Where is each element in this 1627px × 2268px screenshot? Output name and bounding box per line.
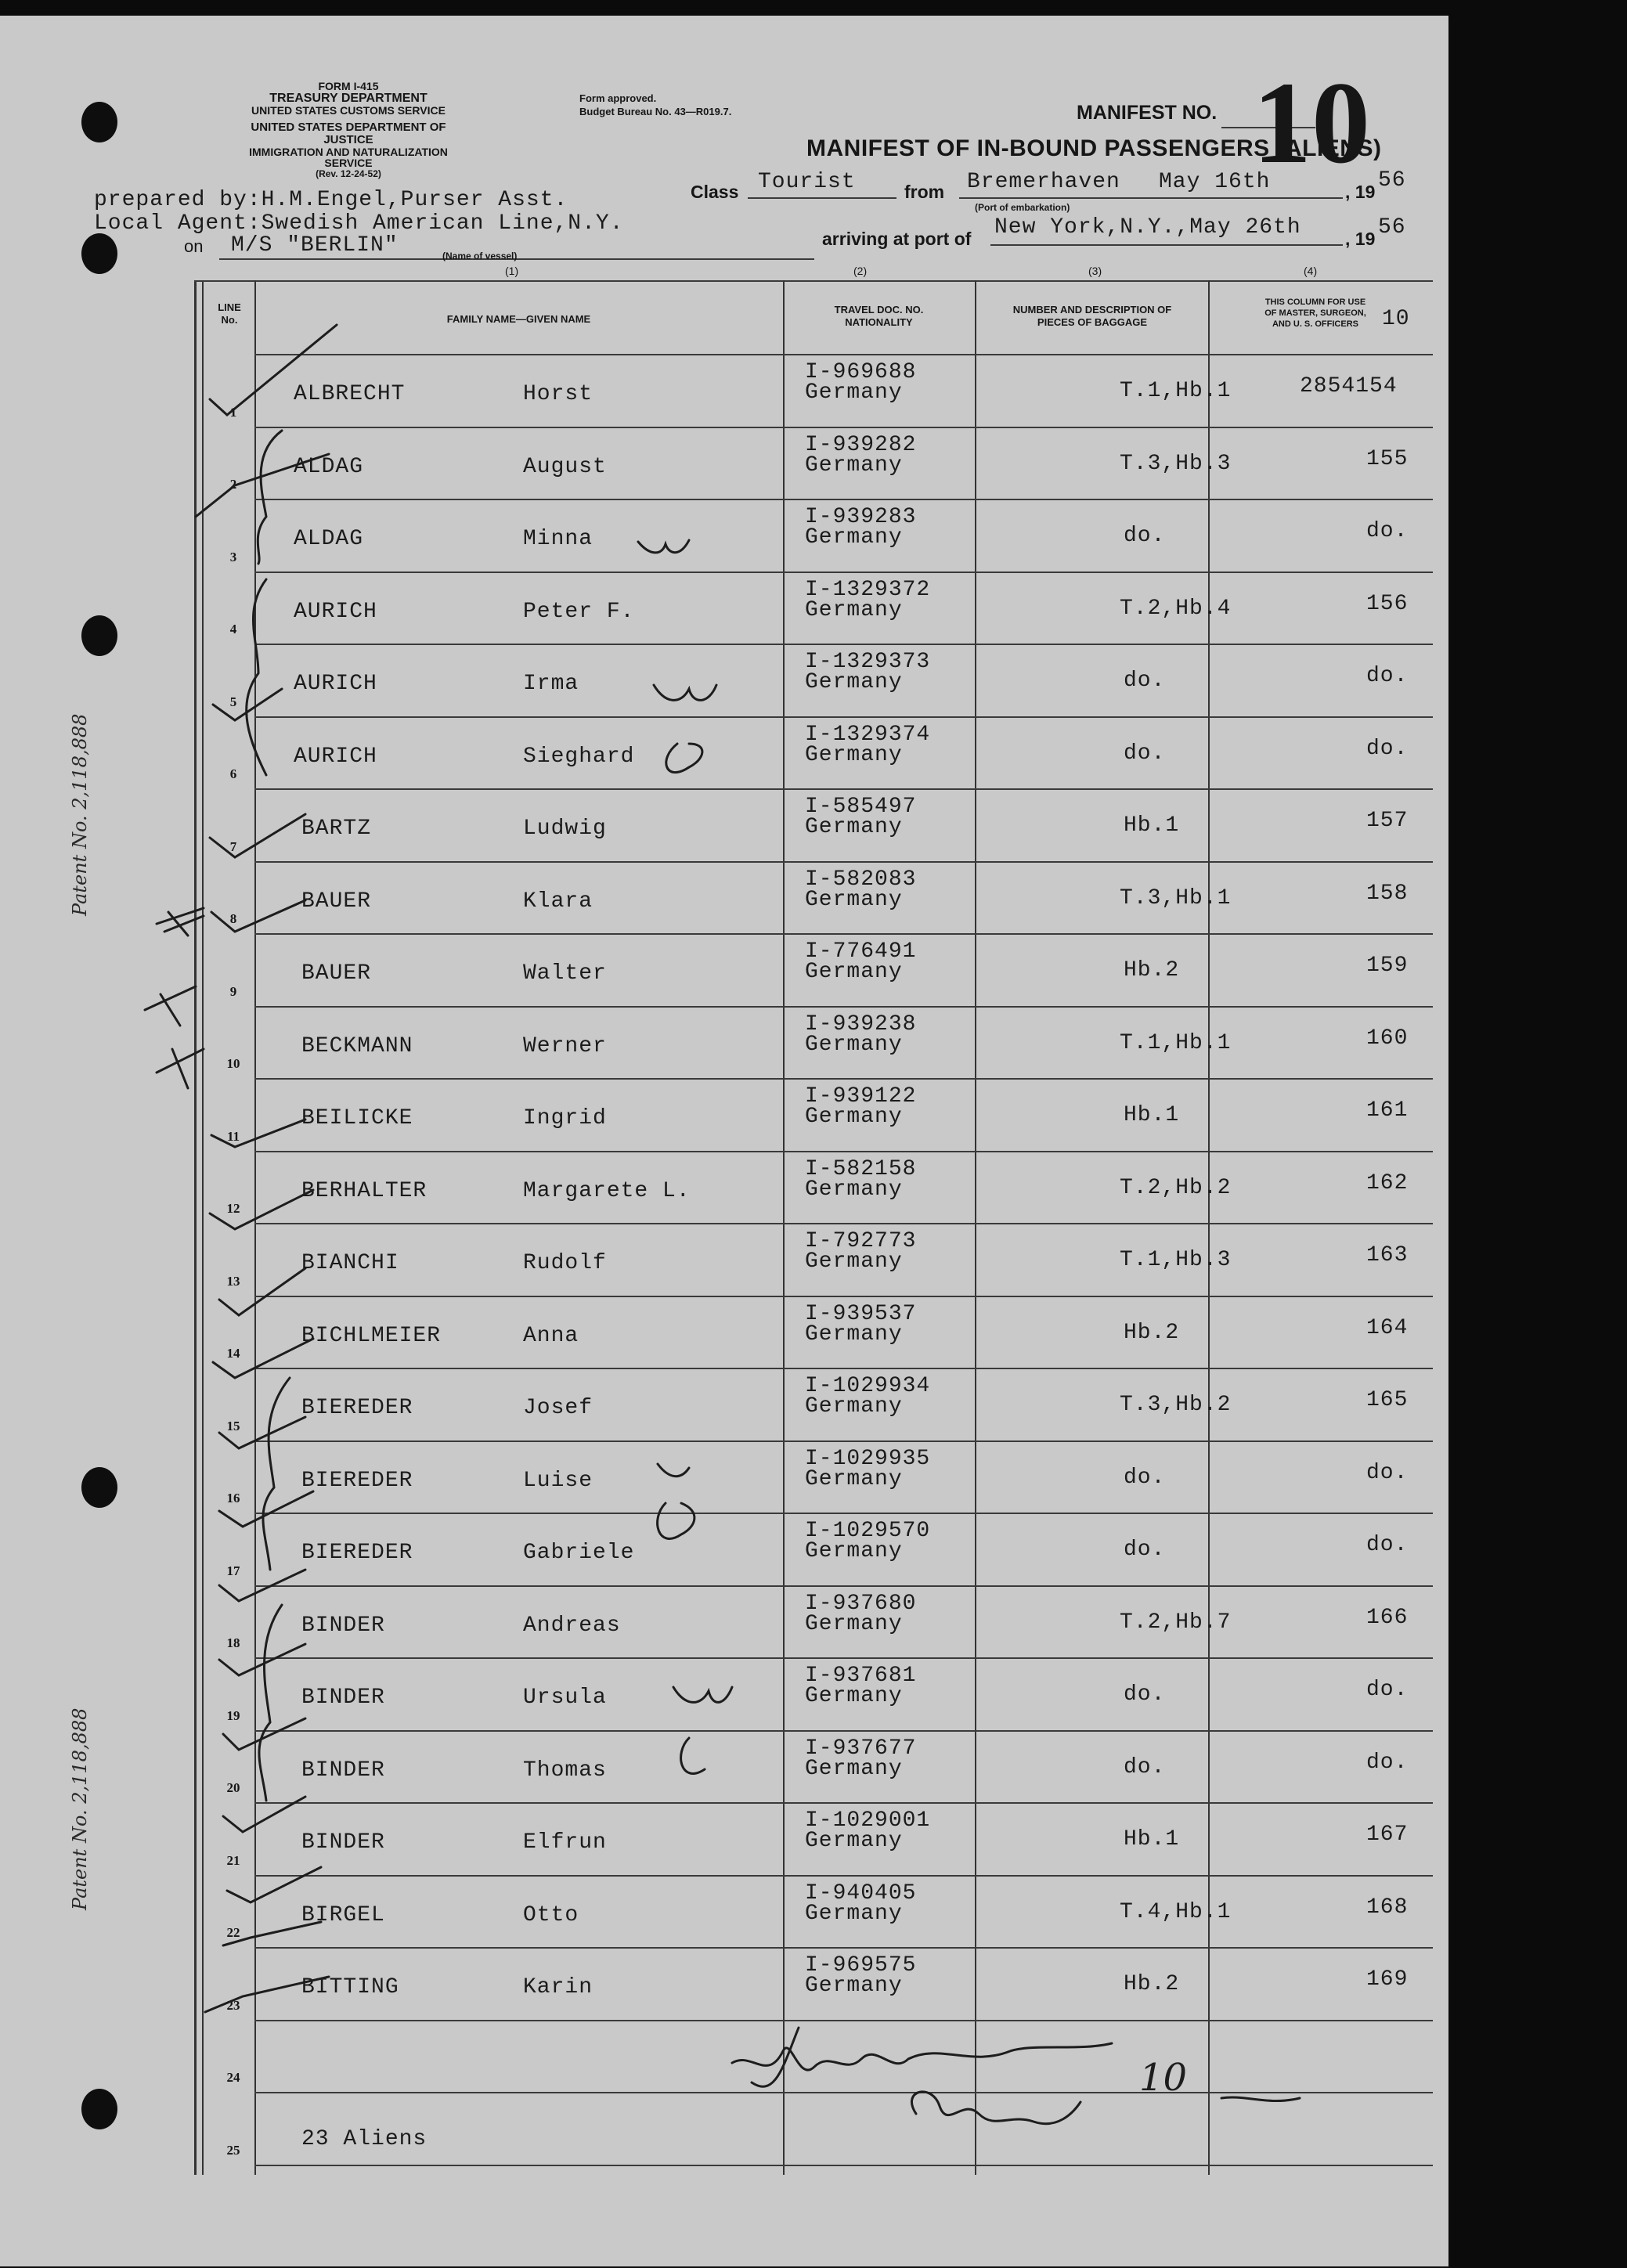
nationality: Germany (805, 1105, 903, 1129)
nationality: Germany (805, 1177, 903, 1202)
nationality: Germany (805, 960, 903, 984)
travel-doc-number: I-1329374 (805, 722, 931, 747)
officer-entry: 163 (1366, 1243, 1409, 1267)
from-label: from (904, 182, 945, 202)
passenger-given-name: Irma (523, 672, 579, 696)
officer-entry: 161 (1366, 1098, 1409, 1123)
form-number: FORM I-415 (318, 80, 379, 92)
passenger-given-name: Gabriele (523, 1541, 635, 1565)
check-mark (223, 1797, 305, 1832)
nationality: Germany (805, 1394, 903, 1419)
baggage-description: T.2,Hb.7 (1120, 1610, 1232, 1635)
nationality: Germany (805, 815, 903, 839)
from-year-prefix: , 19 (1345, 182, 1376, 202)
row-line-number: 17 (226, 1563, 240, 1578)
port-caption: (Port of embarkation) (975, 202, 1070, 213)
baggage-description: T.3,Hb.3 (1120, 451, 1232, 476)
check-mark (205, 1977, 329, 2012)
passenger-family-name: BEILICKE (301, 1106, 413, 1130)
patent-note-1: Patent No. 2,118,888 (69, 713, 91, 916)
travel-doc-number: I-939282 (805, 432, 917, 457)
from-year: 56 (1378, 168, 1406, 193)
row-line-number: 11 (226, 1128, 240, 1144)
travel-doc-number: I-1029570 (805, 1519, 931, 1543)
officers-mark: 10 (1382, 307, 1410, 331)
travel-doc-number: I-1029934 (805, 1374, 931, 1398)
officer-entry: do. (1366, 1750, 1409, 1775)
check-mark (223, 1922, 321, 1945)
row-line-number: 21 (226, 1852, 240, 1868)
row-line-number: 25 (226, 2142, 240, 2158)
nationality: Germany (805, 1032, 903, 1057)
initial-mark (658, 1503, 694, 1538)
nationality: Germany (805, 742, 903, 767)
cross-mark (157, 908, 204, 936)
officer-entry: 165 (1366, 1388, 1409, 1412)
travel-doc-number: I-582158 (805, 1156, 917, 1181)
travel-doc-number: I-939238 (805, 1011, 917, 1037)
signature-mark (911, 2092, 1080, 2124)
row-line-number: 3 (229, 549, 237, 564)
check-mark (219, 1491, 313, 1527)
passenger-given-name: August (523, 454, 607, 479)
travel-doc-number: I-969688 (805, 360, 917, 384)
bracket-mark (259, 1605, 282, 1801)
travel-doc-number: I-939283 (805, 505, 917, 529)
passenger-given-name: Rudolf (523, 1251, 607, 1275)
passenger-family-name: BINDER (301, 1613, 385, 1638)
passenger-family-name: BAUER (301, 889, 372, 914)
row-line-number: 16 (226, 1491, 240, 1505)
travel-doc-number: I-1029001 (805, 1808, 931, 1833)
signature-mark (732, 2043, 1112, 2070)
initial-mark (681, 1738, 705, 1773)
passenger-family-name: ALBRECHT (294, 382, 406, 406)
check-mark (219, 1570, 305, 1601)
passenger-given-name: Josef (523, 1396, 593, 1420)
passenger-family-name: BIRGEL (301, 1902, 385, 1927)
passenger-family-name: BIEREDER (301, 1541, 413, 1565)
passenger-given-name: Horst (523, 382, 593, 406)
initial-mark (654, 685, 716, 700)
passenger-family-name: BARTZ (301, 817, 372, 841)
travel-doc-number: I-582083 (805, 867, 917, 892)
row-line-number: 9 (229, 983, 237, 999)
check-mark (227, 1867, 321, 1902)
nationality: Germany (805, 1684, 903, 1708)
bracket-mark (263, 1378, 290, 1570)
officer-entry: 166 (1366, 1605, 1409, 1630)
check-mark (219, 1268, 305, 1315)
col-header-line-no: LINE No. (218, 301, 241, 326)
nationality: Germany (805, 1974, 903, 1998)
passenger-given-name: Anna (523, 1323, 579, 1348)
passenger-family-name: BIEREDER (301, 1396, 413, 1420)
col-header-officers: THIS COLUMN FOR USE OF MASTER, SURGEON, AND U. S. OFFICERS (1264, 297, 1366, 329)
nationality: Germany (805, 1901, 903, 1926)
nationality: Germany (805, 380, 903, 405)
passenger-given-name: Sieghard (523, 744, 635, 769)
ins-service: IMMIGRATION AND NATURALIZATION SERVICE (249, 145, 448, 170)
nationality: Germany (805, 887, 903, 912)
passenger-family-name: AURICH (294, 744, 377, 769)
justice-dept: UNITED STATES DEPARTMENT OF JUSTICE (251, 121, 446, 146)
passenger-given-name: Klara (523, 889, 593, 914)
arrival-port: New York,N.Y.,May 26th (994, 215, 1301, 240)
passenger-given-name: Luise (523, 1468, 593, 1493)
form-approved: Form approved. (579, 92, 657, 104)
bracket-mark (258, 431, 282, 564)
initial-mark (658, 1464, 689, 1477)
passenger-given-name: Margarete L. (523, 1178, 691, 1203)
passenger-given-name: Peter F. (523, 599, 635, 624)
travel-doc-number: I-937677 (805, 1736, 917, 1761)
passenger-family-name: AURICH (294, 672, 377, 696)
check-mark (210, 325, 337, 415)
passenger-family-name: BIANCHI (301, 1251, 399, 1275)
baggage-description: Hb.1 (1124, 1827, 1180, 1852)
row-line-number: 23 (226, 1997, 240, 2013)
travel-doc-number: I-937680 (805, 1591, 917, 1616)
row-line-number: 8 (229, 911, 237, 926)
officer-entry: 167 (1366, 1823, 1409, 1847)
officer-entry: 157 (1366, 809, 1409, 833)
class-value: Tourist (758, 170, 856, 194)
nationality: Germany (805, 453, 903, 478)
row-line-number: 5 (229, 694, 237, 709)
check-mark (211, 900, 305, 932)
baggage-description: do. (1124, 1754, 1166, 1779)
baggage-description: T.1,Hb.1 (1120, 1030, 1232, 1055)
passenger-given-name: Otto (523, 1902, 579, 1927)
manifest-sheet (0, 16, 1448, 2266)
col-header-travel-doc: TRAVEL DOC. NO. NATIONALITY (834, 304, 924, 329)
row-line-number: 7 (229, 838, 237, 854)
bracket-mark (247, 579, 266, 775)
travel-doc-number: I-939537 (805, 1301, 917, 1326)
class-label: Class (691, 182, 739, 202)
passenger-given-name: Werner (523, 1033, 607, 1058)
passenger-family-name: BECKMANN (301, 1033, 413, 1058)
nationality: Germany (805, 1756, 903, 1781)
manifest-label: MANIFEST NO. (1077, 102, 1218, 124)
manifest-number: 10 (1253, 58, 1370, 188)
baggage-description: T.2,Hb.4 (1120, 596, 1232, 621)
col-header-baggage: NUMBER AND DESCRIPTION OF PIECES OF BAGGAGE (1012, 304, 1172, 329)
baggage-description: do. (1124, 1465, 1166, 1490)
passenger-given-name: Karin (523, 1975, 593, 1999)
nationality: Germany (805, 1249, 903, 1274)
passenger-given-name: Elfrun (523, 1830, 607, 1855)
prepared-by: prepared by:H.M.Engel,Purser Asst. (94, 188, 568, 212)
form-revision: (Rev. 12-24-52) (316, 168, 381, 180)
officer-entry: 159 (1366, 954, 1409, 978)
baggage-description: T.4,Hb.1 (1120, 1899, 1232, 1924)
col1-caption: (1) (505, 265, 519, 277)
vessel-name: M/S "BERLIN" (231, 233, 399, 258)
officer-entry: 160 (1366, 1026, 1409, 1051)
manifest-title: MANIFEST OF IN-BOUND PASSENGERS (ALIENS) (806, 135, 1382, 161)
passenger-family-name: BICHLMEIER (301, 1323, 442, 1348)
passenger-family-name: BIEREDER (301, 1468, 413, 1493)
baggage-description: do. (1124, 1538, 1166, 1562)
check-mark (210, 1190, 313, 1229)
passenger-family-name: BITTING (301, 1975, 399, 1999)
officer-entry: 162 (1366, 1170, 1409, 1195)
row-line-number: 10 (226, 1056, 240, 1071)
signature-mark (752, 2028, 799, 2086)
check-mark (213, 1339, 313, 1378)
row-line-number: 2 (229, 477, 237, 492)
passenger-given-name: Andreas (523, 1613, 621, 1638)
cross-mark (157, 1049, 204, 1088)
check-mark (223, 1718, 305, 1750)
cross-mark (145, 986, 196, 1026)
baggage-description: do. (1124, 524, 1166, 548)
nationality: Germany (805, 1611, 903, 1636)
passenger-family-name: BINDER (301, 1758, 385, 1783)
travel-doc-number: I-1329372 (805, 577, 931, 602)
baggage-description: Hb.1 (1124, 1103, 1180, 1127)
passenger-given-name: Walter (523, 961, 607, 986)
budget-bureau: Budget Bureau No. 43—R019.7. (579, 105, 732, 117)
nationality: Germany (805, 1829, 903, 1853)
check-mark (219, 1644, 305, 1675)
row-line-number: 13 (226, 1273, 240, 1289)
baggage-description: T.1,Hb.3 (1120, 1248, 1232, 1272)
col4-caption: (4) (1304, 265, 1318, 277)
officer-entry: 155 (1366, 446, 1409, 471)
passenger-given-name: Ludwig (523, 817, 607, 841)
officer-entry: 156 (1366, 591, 1409, 616)
treasury-dept: TREASURY DEPARTMENT (269, 91, 427, 105)
handwritten-marks (0, 16, 1448, 2266)
passenger-family-name: 23 Aliens (301, 2127, 427, 2151)
baggage-description: T.3,Hb.1 (1120, 885, 1232, 910)
passenger-family-name: BERHALTER (301, 1178, 427, 1203)
baggage-description: T.3,Hb.2 (1120, 1393, 1232, 1417)
patent-note-2: Patent No. 2,118,888 (69, 1707, 91, 1910)
baggage-description: Hb.1 (1124, 813, 1180, 838)
baggage-description: Hb.2 (1124, 1972, 1180, 1996)
nationality: Germany (805, 525, 903, 550)
row-line-number: 19 (226, 1707, 240, 1723)
passenger-given-name: Ursula (523, 1686, 607, 1710)
row-line-number: 18 (226, 1635, 240, 1650)
officer-entry: 169 (1366, 1967, 1409, 1992)
travel-doc-number: I-792773 (805, 1229, 917, 1253)
row-line-number: 20 (226, 1780, 240, 1795)
nationality: Germany (805, 1321, 903, 1347)
officer-entry: 158 (1366, 881, 1409, 906)
col2-caption: (2) (853, 265, 868, 277)
signature-number: 10 (1139, 2056, 1188, 2100)
check-mark (211, 1120, 305, 1147)
arrival-year: 56 (1378, 215, 1406, 240)
row-line-number: 6 (229, 766, 237, 781)
row-line-number: 15 (226, 1418, 240, 1433)
nationality: Germany (805, 1466, 903, 1491)
officer-entry: do. (1366, 1460, 1409, 1485)
travel-doc-number: I-776491 (805, 939, 917, 964)
baggage-description: T.2,Hb.2 (1120, 1175, 1232, 1200)
baggage-description: do. (1124, 1682, 1166, 1707)
nationality: Germany (805, 597, 903, 622)
embarkation-port: Bremerhaven (967, 170, 1120, 194)
travel-doc-number: I-969575 (805, 1953, 917, 1978)
officer-entry: do. (1366, 736, 1409, 761)
row-line-number: 14 (226, 1346, 240, 1361)
passenger-family-name: ALDAG (294, 527, 364, 551)
passenger-given-name: Minna (523, 527, 593, 551)
officer-entry: do. (1366, 1678, 1409, 1702)
officer-entry: 2854154 (1300, 374, 1398, 398)
travel-doc-number: I-937681 (805, 1664, 917, 1688)
check-mark (219, 1417, 305, 1448)
check-mark (210, 814, 305, 857)
arrival-year-prefix: , 19 (1345, 229, 1376, 249)
baggage-description: Hb.2 (1124, 958, 1180, 983)
row-line-number: 22 (226, 1925, 240, 1940)
col3-caption: (3) (1088, 265, 1102, 277)
customs-service: UNITED STATES CUSTOMS SERVICE (251, 104, 446, 117)
baggage-description: do. (1124, 741, 1166, 766)
baggage-description: Hb.2 (1124, 1320, 1180, 1345)
officer-entry: do. (1366, 1533, 1409, 1557)
row-line-number: 24 (226, 2070, 240, 2085)
passenger-given-name: Ingrid (523, 1106, 607, 1130)
col-header-name: FAMILY NAME—GIVEN NAME (446, 313, 591, 325)
row-line-number: 4 (229, 622, 237, 636)
signature-mark (1221, 2097, 1300, 2101)
nationality: Germany (805, 670, 903, 694)
travel-doc-number: I-585497 (805, 795, 917, 819)
initial-mark (638, 540, 689, 553)
on-label: on (184, 236, 204, 256)
vessel-caption: (Name of vessel) (442, 251, 518, 261)
travel-doc-number: I-940405 (805, 1880, 917, 1906)
passenger-family-name: BINDER (301, 1686, 385, 1710)
travel-doc-number: I-1329373 (805, 650, 931, 674)
arriving-label: arriving at port of (822, 229, 972, 249)
nationality: Germany (805, 1539, 903, 1563)
row-line-number: 1 (229, 404, 237, 420)
initial-mark (666, 744, 702, 773)
travel-doc-number: I-939122 (805, 1084, 917, 1109)
baggage-description: do. (1124, 669, 1166, 693)
officer-entry: do. (1366, 519, 1409, 543)
travel-doc-number: I-1029935 (805, 1446, 931, 1471)
passenger-family-name: BAUER (301, 961, 372, 986)
officer-entry: 164 (1366, 1315, 1409, 1340)
officer-entry: do. (1366, 664, 1409, 688)
passenger-given-name: Thomas (523, 1758, 607, 1783)
officer-entry: 168 (1366, 1895, 1409, 1920)
passenger-family-name: AURICH (294, 599, 377, 624)
initial-mark (673, 1687, 732, 1702)
passenger-family-name: ALDAG (294, 454, 364, 479)
baggage-description: T.1,Hb.1 (1120, 379, 1232, 403)
row-line-number: 12 (226, 1201, 240, 1216)
embarkation-date: May 16th (1159, 170, 1271, 194)
passenger-family-name: BINDER (301, 1830, 385, 1855)
local-agent: Local Agent:Swedish American Line,N.Y. (94, 211, 624, 236)
